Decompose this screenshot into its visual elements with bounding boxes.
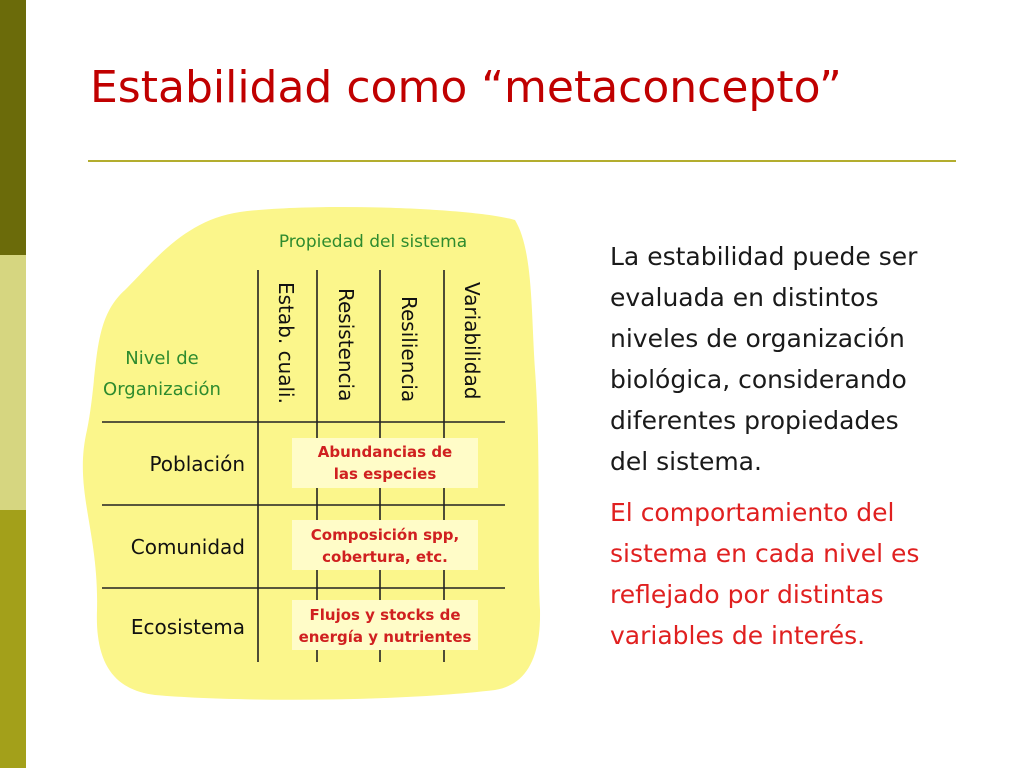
paragraph-1: [610, 236, 970, 482]
title-divider: [88, 160, 956, 162]
paragraph-1-line: La estabilidad puede ser: [610, 242, 918, 271]
sidebar-light-block: [0, 255, 26, 510]
sidebar-decoration: [0, 0, 26, 768]
paragraph-1-line: evaluada en distintos: [610, 283, 879, 312]
paragraph-1-line: niveles de organización: [610, 324, 905, 353]
paragraph-2-line: variables de interés.: [610, 621, 866, 650]
cell-text-comunidad-line2: cobertura, etc.: [322, 548, 448, 566]
sidebar-dark-block: [0, 0, 26, 255]
column-label-variabilidad: Variabilidad: [460, 282, 484, 400]
row-label-ecosistema: Ecosistema: [130, 615, 245, 639]
row-header-line1: Nivel de: [125, 348, 199, 369]
paragraph-2-line: sistema en cada nivel es: [610, 539, 920, 568]
cell-text-poblacion-line1: Abundancias de: [317, 443, 453, 461]
column-label-resistencia: Resistencia: [334, 288, 358, 402]
header-label: Propiedad del sistema: [278, 232, 468, 252]
explanation-text: [610, 236, 970, 656]
row-label-poblacion: Población: [149, 452, 245, 476]
row-header-line2: Organización: [103, 379, 221, 400]
column-label-resiliencia: Resiliencia: [397, 296, 421, 403]
sidebar-mid-block: [0, 510, 26, 768]
slide-title: Estabilidad como “metaconcepto”: [90, 62, 842, 113]
paragraph-1-line: del sistema.: [610, 447, 762, 476]
cell-text-ecosistema-line2: energía y nutrientes: [298, 628, 472, 646]
paragraph-1-line: biológica, considerando: [610, 365, 907, 394]
row-label-comunidad: Comunidad: [130, 535, 245, 559]
column-label-estab-cuali: Estab. cuali.: [274, 282, 298, 404]
stability-diagram: [55, 190, 555, 710]
paragraph-2-line: reflejado por distintas: [610, 580, 884, 609]
cell-text-comunidad-line1: Composición spp,: [310, 526, 460, 544]
paragraph-2: [610, 492, 970, 656]
cell-text-poblacion-line2: las especies: [333, 465, 437, 483]
cell-text-ecosistema-line1: Flujos y stocks de: [309, 606, 461, 624]
paragraph-1-line: diferentes propiedades: [610, 406, 899, 435]
paragraph-2-line: El comportamiento del: [610, 498, 895, 527]
